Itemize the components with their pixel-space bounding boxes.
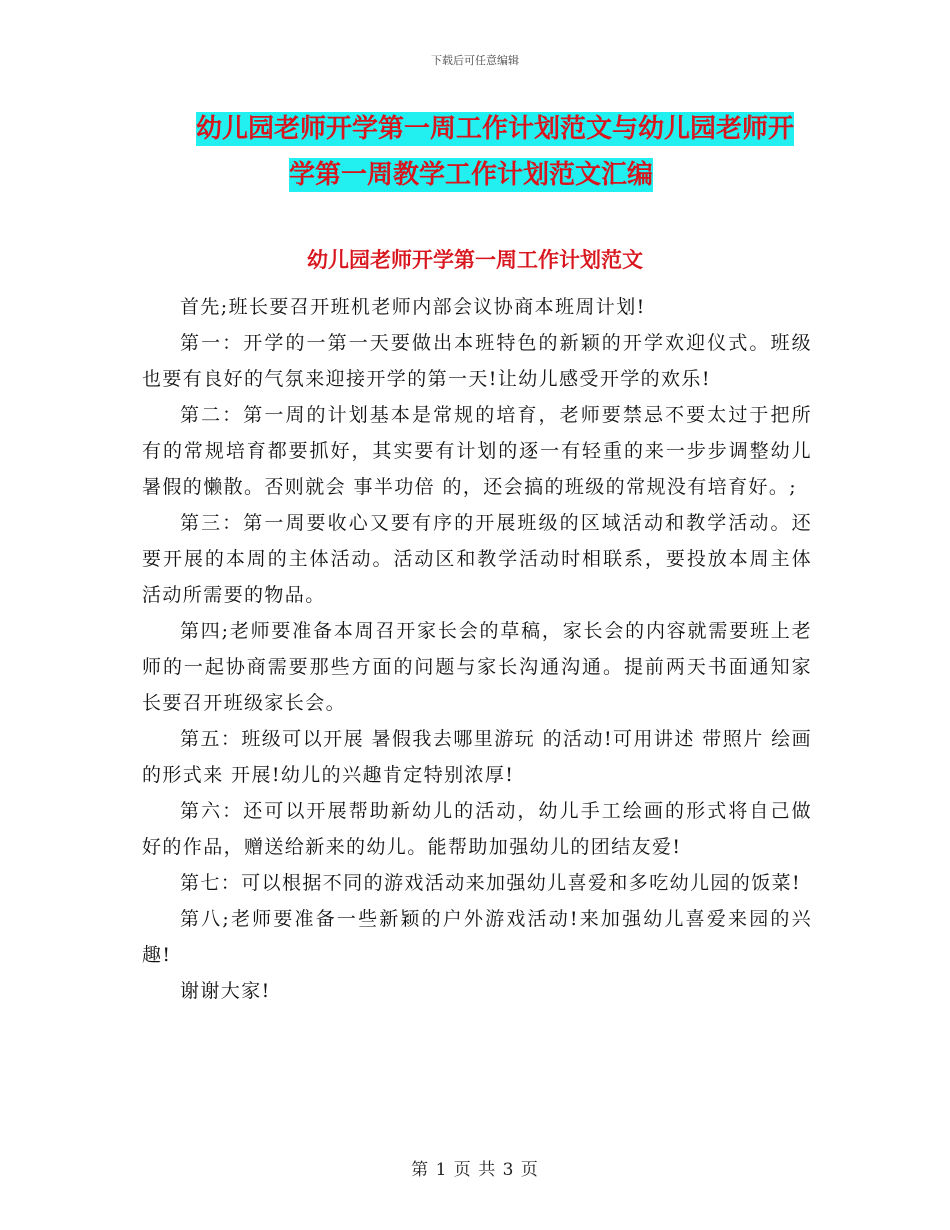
- page-footer: 第 1 页 共 3 页: [411, 1160, 539, 1180]
- document-title-line-2: [140, 152, 820, 198]
- paragraph: 第一：开学的一第一天要做出本班特色的新颖的开学欢迎仪式。班级也要有良好的气氛来迎接开学的第一天!让幼儿感受开学的欢乐!: [142, 332, 812, 390]
- paragraph: 第二：第一周的计划基本是常规的培育，老师要禁忌不要太过于把所有的常规培育都要抓好，其实要有计划的逐一有轻重的来一步步调整幼儿暑假的懒散。否则就会 事半功倍 的，还会搞的班级的常规没有培育好。;: [142, 404, 812, 498]
- document-title-line-1-text: 幼儿园老师开学第一周工作计划范文与幼儿园老师开: [196, 114, 795, 144]
- section-title: 幼儿园老师开学第一周工作计划范文: [307, 248, 643, 272]
- body-content: [142, 289, 812, 1009]
- document-title-line-1: [140, 106, 820, 152]
- paragraph: 第八;老师要准备一些新颖的户外游戏活动!来加强幼儿喜爱来园的兴趣!: [142, 908, 812, 966]
- paragraph: 第七：可以根据不同的游戏活动来加强幼儿喜爱和多吃幼儿园的饭菜!: [180, 872, 802, 894]
- paragraph: 首先;班长要召开班机老师内部会议协商本班周计划!: [180, 296, 646, 318]
- paragraph: 第四;老师要准备本周召开家长会的草稿，家长会的内容就需要班上老师的一起协商需要那些方面的问题与家长沟通沟通。提前两天书面通知家长要召开班级家长会。: [142, 620, 812, 714]
- paragraph: 谢谢大家!: [180, 980, 271, 1002]
- header-note: 下载后可任意编辑: [431, 54, 519, 67]
- document-title-line-2-text: 学第一周教学工作计划范文汇编: [289, 160, 654, 190]
- paragraph: 第六：还可以开展帮助新幼儿的活动，幼儿手工绘画的形式将自己做好的作品，赠送给新来的幼儿。能帮助加强幼儿的团结友爱!: [142, 800, 812, 858]
- document-title: [140, 106, 820, 198]
- paragraph: 第五：班级可以开展 暑假我去哪里游玩 的活动!可用讲述 带照片 绘画的形式来 开展!幼儿的兴趣肯定特别浓厚!: [142, 728, 812, 786]
- paragraph: 第三：第一周要收心又要有序的开展班级的区域活动和教学活动。还要开展的本周的主体活动。活动区和教学活动时相联系，要投放本周主体活动所需要的物品。: [142, 512, 812, 606]
